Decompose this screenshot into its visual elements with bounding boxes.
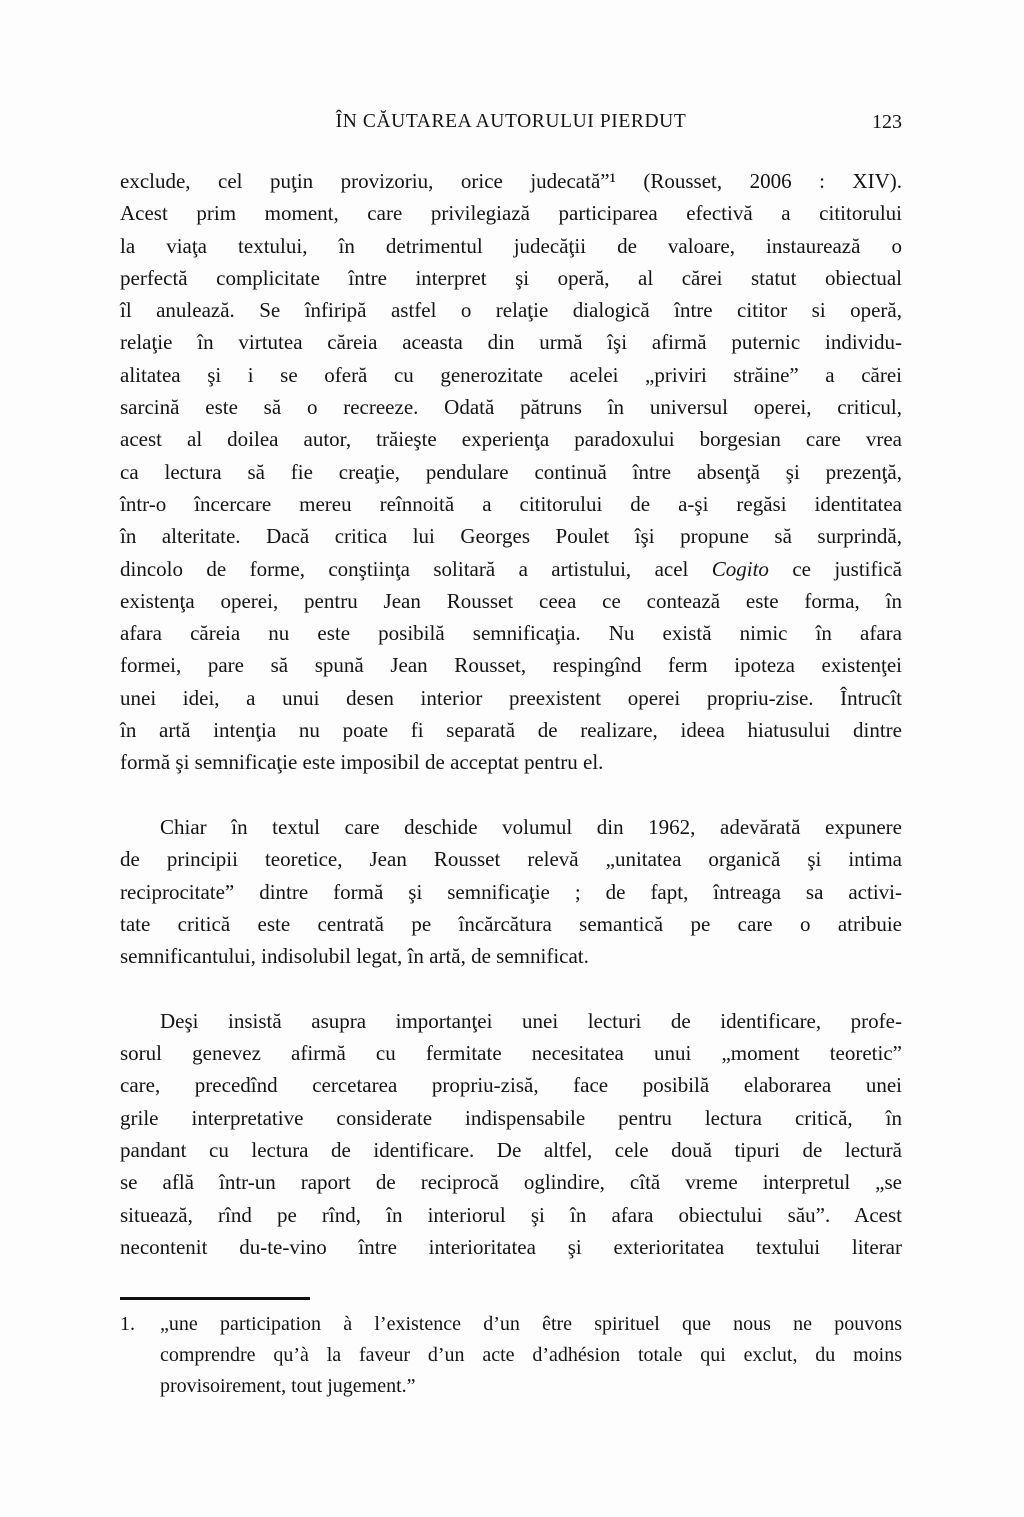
footnote [120,1309,902,1402]
text-line: formă şi semnificaţie este imposibil de acceptat pentru el. [120,750,604,775]
text-segment: ce justifică [768,556,902,581]
text-line: existenţa operei, pentru Jean Rousset ceea ce contează este forma, în [120,588,902,613]
text-line: la viaţa textului, în detrimentul judecăţii de valoare, instaurează o [120,233,902,258]
text-line: reciprocitate” dintre formă şi semnificaţie ; de fapt, întreaga sa activi- [120,879,902,904]
text-line: îl anulează. Se înfiripă astfel o relaţie dialogică între cititor si operă, [120,298,902,323]
text-line: unei idei, a unui desen interior preexistent operei propriu-zise. Întrucît [120,685,902,710]
text-line: „une participation à l’existence d’un être spirituel que nous ne pouvons [160,1313,902,1336]
page-number: 123 [872,111,902,133]
text-line: comprendre qu’à la faveur d’un acte d’adhésion totale qui exclut, du moins [160,1344,902,1367]
text-line [120,553,902,585]
text-line: sarcină este să o recreeze. Odată pătruns în universul operei, criticul, [120,395,902,420]
paragraph [120,165,902,779]
text-line: relaţie în virtutea căreia aceasta din urmă îşi afirmă puternic individu- [120,330,902,355]
text-line: alitatea şi i se oferă cu generozitate acelei „priviri străine” a cărei [120,362,902,387]
text-line: ca lectura să fie creaţie, pendulare continuă între absenţă şi prezenţă, [120,459,902,484]
text-line: de principii teoretice, Jean Rousset relevă „unitatea organică şi intima [120,847,902,872]
footnote-rule [120,1297,310,1300]
text-line: în alteritate. Dacă critica lui Georges Poulet îşi propune să surprindă, [120,524,902,549]
text-line: formei, pare să spună Jean Rousset, respingînd ferm ipoteza existenţei [120,653,902,678]
footnote-marker: 1. [120,1313,135,1336]
text-line: necontenit du-te-vino între interioritatea şi exterioritatea textului literar [120,1234,902,1259]
text-line: Chiar în textul care deschide volumul din 1962, adevărată expunere [160,814,902,839]
text-line: sorul genevez afirmă cu fermitate necesitatea unui „moment teoretic” [120,1041,902,1066]
text-line: provisoirement, tout jugement.” [160,1375,416,1398]
text-segment: dincolo de forme, conştiinţa solitară a artistului, acel [120,556,712,581]
text-line: Acest prim moment, care privilegiază participarea efectivă a cititorului [120,201,902,226]
text-line: tate critică este centrată pe încărcătura semantică pe care o atribuie [120,911,902,936]
text-line: se află într-un raport de reciprocă oglindire, cîtă vreme interpretul „se [120,1170,902,1195]
text-line: afara căreia nu este posibilă semnificaţia. Nu există nimic în afara [120,621,902,646]
text-line: acest al doilea autor, trăieşte experienţa paradoxului borgesian care vrea [120,427,902,452]
footnote-text [160,1309,902,1402]
text-line: într-o încercare mereu reînnoită a cititorului de a-şi regăsi identitatea [120,491,902,516]
text-line: în artă intenţia nu poate fi separată de realizare, ideea hiatusului dintre [120,718,902,743]
running-title: ÎN CĂUTAREA AUTORULUI PIERDUT [335,111,687,132]
text-line: pandant cu lectura de identificare. De altfel, cele două tipuri de lectură [120,1137,902,1162]
text-line: care, precedînd cercetarea propriu-zisă, face posibilă elaborarea unei [120,1073,902,1098]
text-line: situează, rînd pe rînd, în interiorul şi în afara obiectului său”. Acest [120,1202,902,1227]
text-line: grile interpretative considerate indispensabile pentru lectura critică, în [120,1105,902,1130]
paragraph [120,1005,902,1263]
text-line: exclude, cel puţin provizoriu, orice judecată”¹ (Rousset, 2006 : XIV). [120,169,902,193]
page-header [120,111,902,135]
italic-term: Cogito [711,556,769,581]
text-line: Deşi insistă asupra importanţei unei lecturi de identificare, profe- [160,1008,902,1033]
text-line: semnificantului, indisolubil legat, în artă, de semnificat. [120,944,589,969]
text-line: perfectă complicitate între interpret şi operă, al cărei statut obiectual [120,265,902,290]
body-text [120,165,902,1263]
paragraph [120,811,902,972]
